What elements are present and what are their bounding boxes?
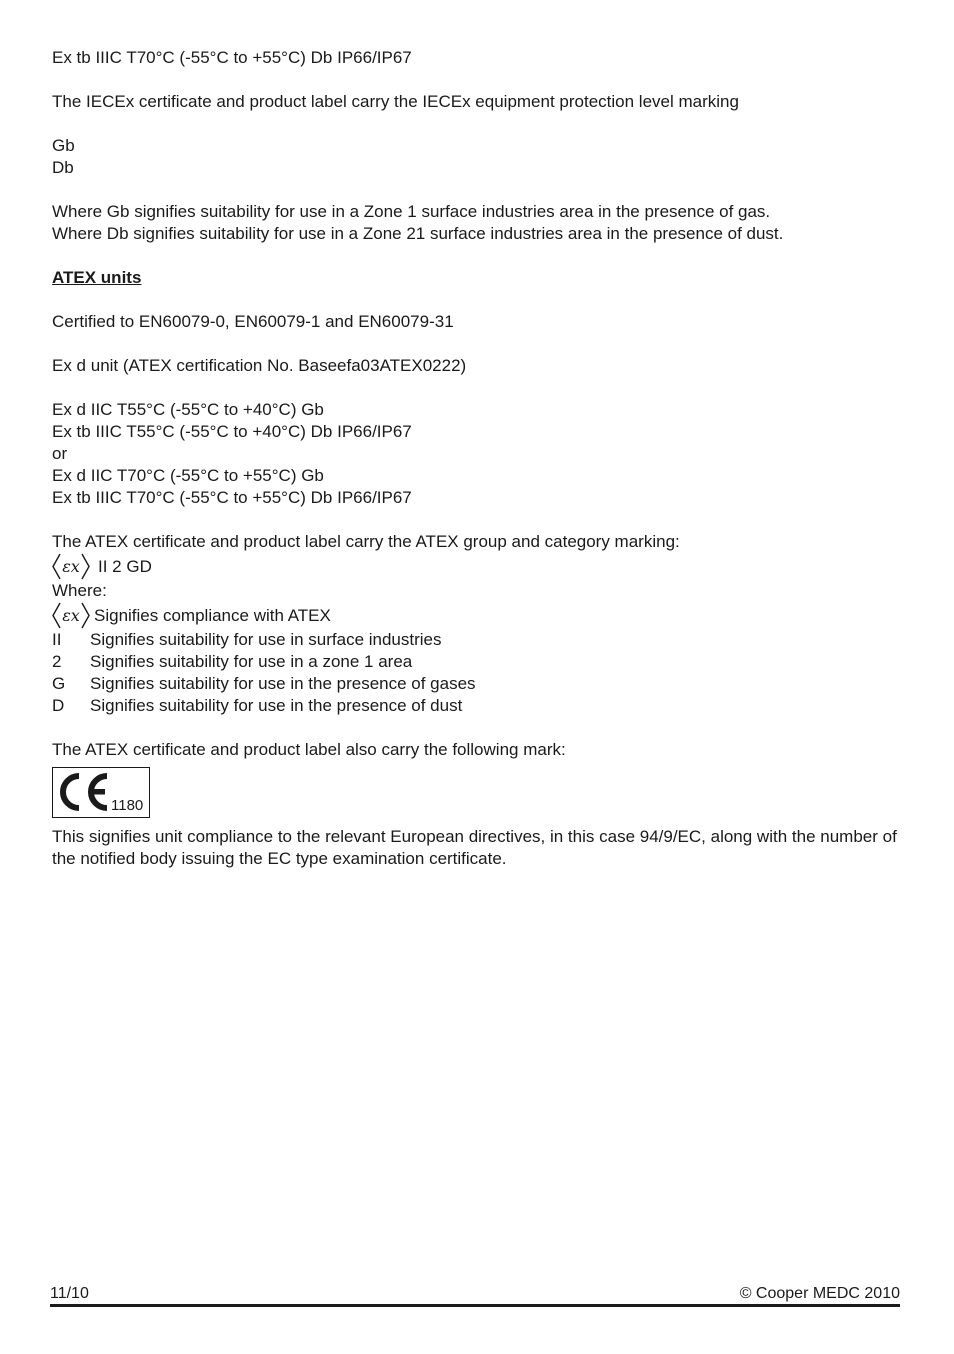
atex-group-intro: The ATEX certificate and product label carry the ATEX group and category marking: — [52, 532, 680, 551]
definition-key: 2 — [52, 652, 62, 671]
definition-row — [52, 673, 902, 695]
where-label: Where: — [52, 581, 107, 600]
marking-line: Ex tb IIIC T70°C (-55°C to +55°C) Db IP66/IP67 — [52, 48, 412, 67]
ex-compliance-text: Signifies compliance with ATEX — [94, 605, 331, 625]
ce-intro: The ATEX certificate and product label also carry the following mark: — [52, 740, 566, 759]
svg-text:εx: εx — [62, 606, 80, 625]
definition-row — [52, 629, 902, 651]
certified-to: Certified to EN60079-0, EN60079-1 and EN60079-31 — [52, 312, 454, 331]
atex-group-marking — [52, 553, 902, 580]
page-footer — [50, 1283, 900, 1305]
svg-text:εx: εx — [62, 557, 80, 576]
definition-key: G — [52, 674, 66, 693]
ex-hexagon-icon — [52, 602, 90, 629]
definition-key: D — [52, 696, 65, 715]
marking-line: Ex d IIC T70°C (-55°C to +55°C) Gb — [52, 466, 324, 485]
definition-key: II — [52, 630, 62, 649]
ce-explanation: This signifies unit compliance to the relevant European directives, in this case 94/9/EC, along with the number of the notified body issuing the EC type examination certificate. — [52, 827, 897, 868]
ex-compliance-row — [52, 602, 902, 629]
page-reference: 11/10 — [50, 1285, 89, 1302]
where-db: Where Db signifies suitability for use in a Zone 21 surface industries area in the presence of dust. — [52, 224, 784, 243]
marking-or: or — [52, 444, 68, 463]
document-body — [52, 47, 902, 870]
copyright: © Cooper MEDC 2010 — [739, 1285, 900, 1302]
ce-mark-icon — [57, 772, 111, 818]
definition-text: Signifies suitability for use in a zone 1 area — [90, 652, 413, 671]
definition-text: Signifies suitability for use in the presence of gases — [90, 674, 476, 693]
definition-row — [52, 651, 902, 673]
ex-hexagon-icon — [52, 553, 90, 580]
exd-unit: Ex d unit (ATEX certification No. Baseefa03ATEX0222) — [52, 356, 467, 375]
atex-heading: ATEX units — [52, 268, 142, 287]
epl-db: Db — [52, 158, 74, 177]
iecex-intro: The IECEx certificate and product label carry the IECEx equipment protection level marking — [52, 92, 739, 111]
ce-mark-box — [52, 767, 150, 818]
marking-line: Ex tb IIIC T70°C (-55°C to +55°C) Db IP66/IP67 — [52, 488, 412, 507]
epl-gb: Gb — [52, 136, 75, 155]
definition-text: Signifies suitability for use in the presence of dust — [90, 696, 463, 715]
definition-row — [52, 695, 902, 717]
marking-line: Ex tb IIIC T55°C (-55°C to +40°C) Db IP66/IP67 — [52, 422, 412, 441]
ce-notified-body-number: 1180 — [111, 797, 144, 814]
marking-line: Ex d IIC T55°C (-55°C to +40°C) Gb — [52, 400, 324, 419]
atex-group-code: II 2 GD — [98, 556, 152, 576]
definition-text: Signifies suitability for use in surface industries — [90, 630, 442, 649]
where-gb: Where Gb signifies suitability for use in a Zone 1 surface industries area in the presence of gas. — [52, 202, 771, 221]
footer-divider — [50, 1304, 900, 1307]
